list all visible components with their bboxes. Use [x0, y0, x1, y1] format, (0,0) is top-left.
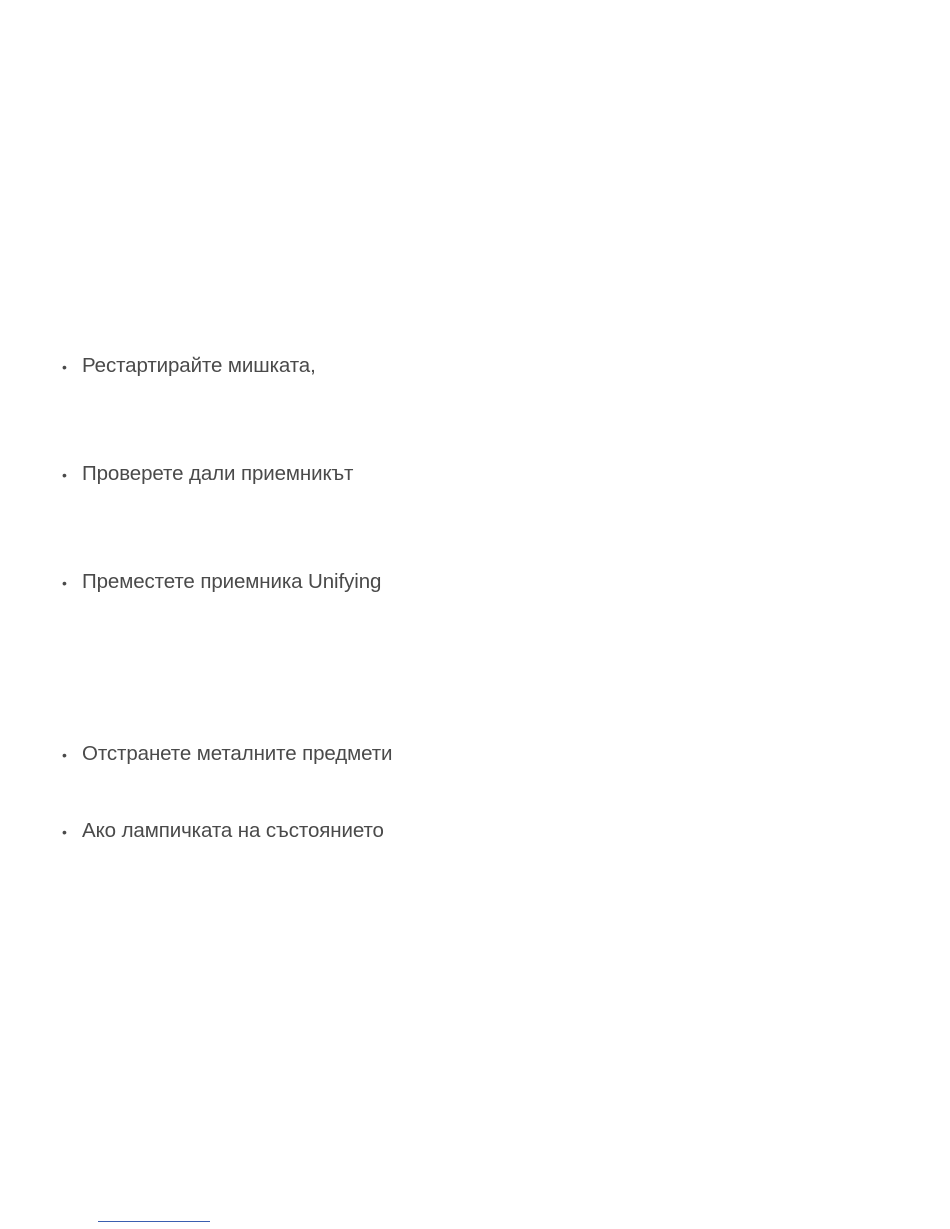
bullet-text: Отстранете металните предмети: [82, 742, 393, 765]
bullet-text: Рестартирайте мишката,: [82, 354, 316, 377]
bullet-item-remove-metal: [62, 740, 392, 769]
bullet-marker: •: [62, 467, 67, 483]
bullet-item-status-light: [62, 817, 384, 846]
bullet-item-restart-mouse: [62, 352, 316, 381]
bullet-marker: •: [62, 824, 67, 840]
bullet-item-move-receiver: [62, 568, 381, 597]
footer-divider: [98, 1221, 210, 1222]
bullet-marker: •: [62, 359, 67, 375]
bullet-marker: •: [62, 575, 67, 591]
bullet-marker: •: [62, 747, 67, 763]
bullet-text: Ако лампичката на състоянието: [82, 819, 384, 842]
bullet-item-check-receiver: [62, 460, 353, 489]
bullet-text: Проверете дали приемникът: [82, 462, 354, 485]
bullet-text: Преместете приемника Unifying: [82, 570, 382, 593]
